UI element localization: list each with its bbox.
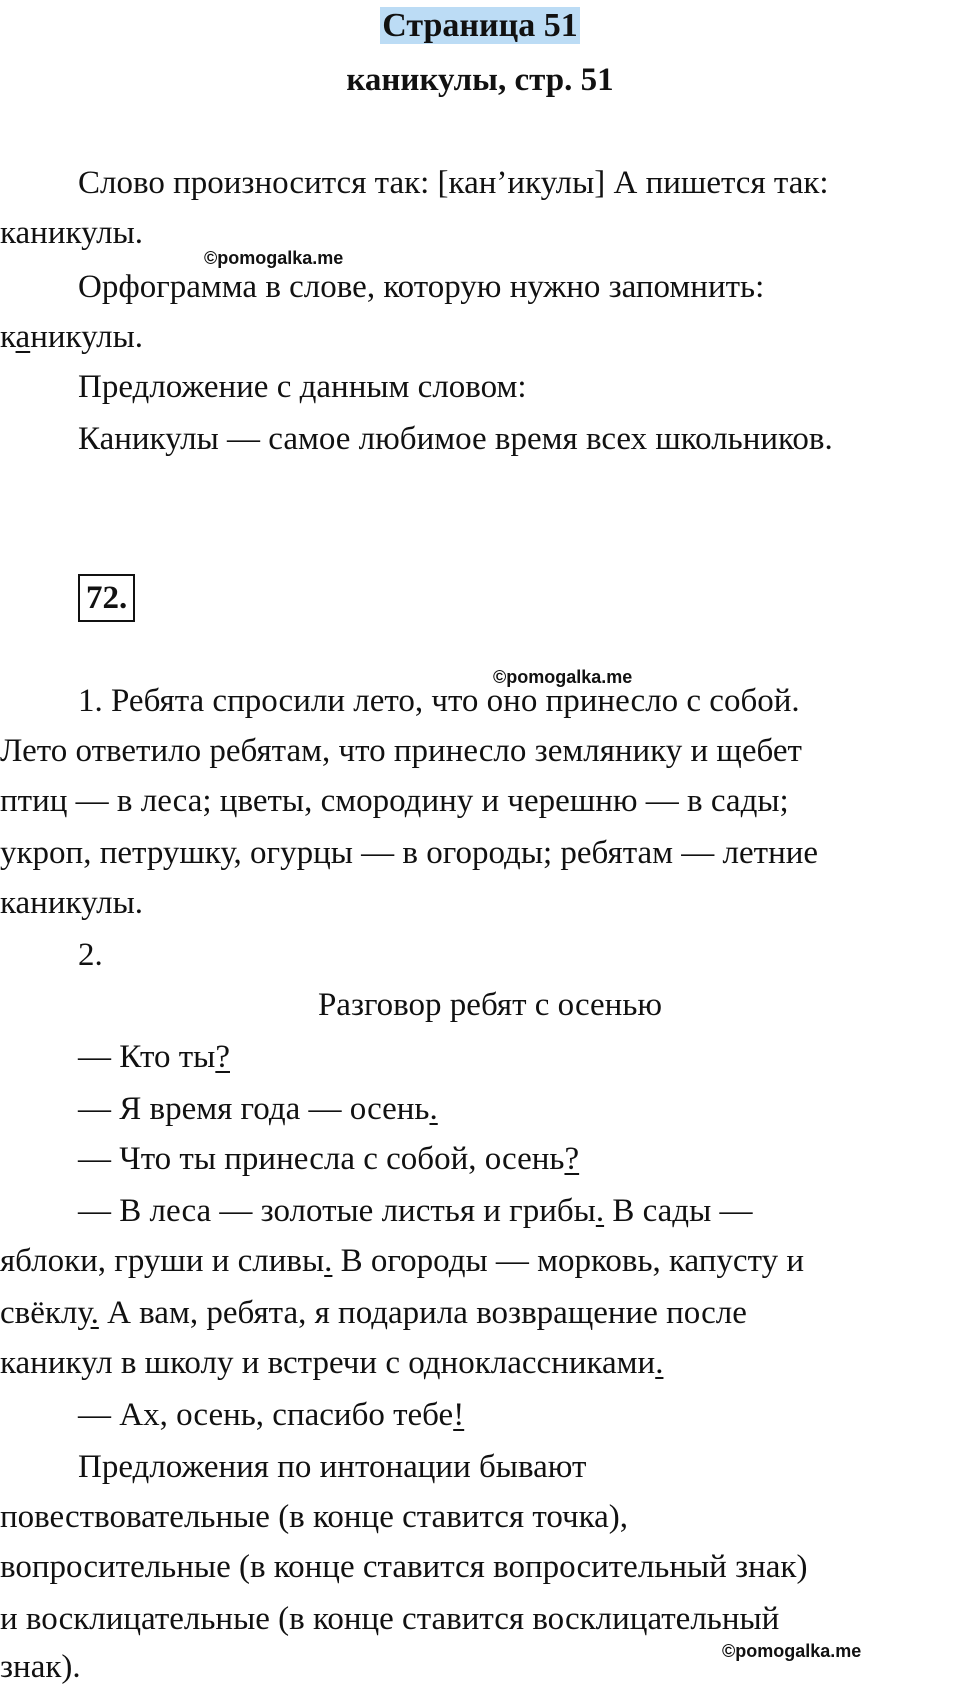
watermark: ©pomogalka.me — [722, 1641, 862, 1661]
dialog-line: свёклу. А вам, ребята, я подарила возвращение после — [0, 1295, 747, 1331]
dialog-line: — В леса — золотые листья и грибы. В сады — — [78, 1193, 753, 1229]
paragraph-line: каникулы. — [0, 215, 144, 251]
dialog-line: — Что ты принесла с собой, осень? — [78, 1141, 580, 1177]
paragraph-line: Слово произносится так: [кан’икулы] А пишется так: — [78, 165, 829, 201]
paragraph-line: повествовательные (в конце ставится точка), — [0, 1499, 628, 1535]
page-subtitle: каникулы, стр. 51 — [346, 62, 614, 98]
paragraph-line: каникулы. — [0, 885, 144, 921]
watermark: ©pomogalka.me — [493, 667, 633, 687]
dialog-line: — Кто ты? — [78, 1039, 230, 1075]
paragraph-line: Предложение с данным словом: — [78, 369, 527, 405]
dialog-line: — Ах, осень, спасибо тебе! — [78, 1397, 465, 1433]
paragraph-line: укроп, петрушку, огурцы — в огороды; ребятам — летние — [0, 835, 819, 871]
dialog-line: каникул в школу и встречи с одноклассниками. — [0, 1345, 664, 1381]
dialog-line: — Я время года — осень. — [78, 1091, 438, 1127]
dialog-title: Разговор ребят с осенью — [317, 987, 663, 1023]
watermark: ©pomogalka.me — [204, 248, 344, 268]
task-number-box: 72. — [78, 574, 135, 622]
page-title: Страница 51 — [382, 7, 578, 44]
orthogram-letter: а — [15, 319, 31, 355]
paragraph-line: знак). — [0, 1649, 81, 1685]
paragraph-line: 2. — [78, 937, 103, 973]
paragraph-line: Каникулы — самое любимое время всех школьников. — [78, 421, 833, 457]
paragraph-line: вопросительные (в конце ставится вопросительный знак) — [0, 1549, 808, 1585]
paragraph-line: птиц — в леса; цветы, смородину и черешню — в сады; — [0, 783, 789, 819]
paragraph-line: и восклицательные (в конце ставится восклицательный — [0, 1601, 780, 1637]
paragraph-line: каникулы. — [0, 319, 144, 355]
paragraph-line: Лето ответило ребятам, что принесло землянику и щебет — [0, 733, 802, 769]
paragraph-line: Предложения по интонации бывают — [78, 1449, 587, 1485]
paragraph-line: Орфограмма в слове, которую нужно запомнить: — [78, 269, 765, 305]
paragraph-line: 1. Ребята спросили лето, что оно принесло с собой. — [78, 683, 800, 719]
dialog-line: яблоки, груши и сливы. В огороды — морковь, капусту и — [0, 1243, 804, 1279]
